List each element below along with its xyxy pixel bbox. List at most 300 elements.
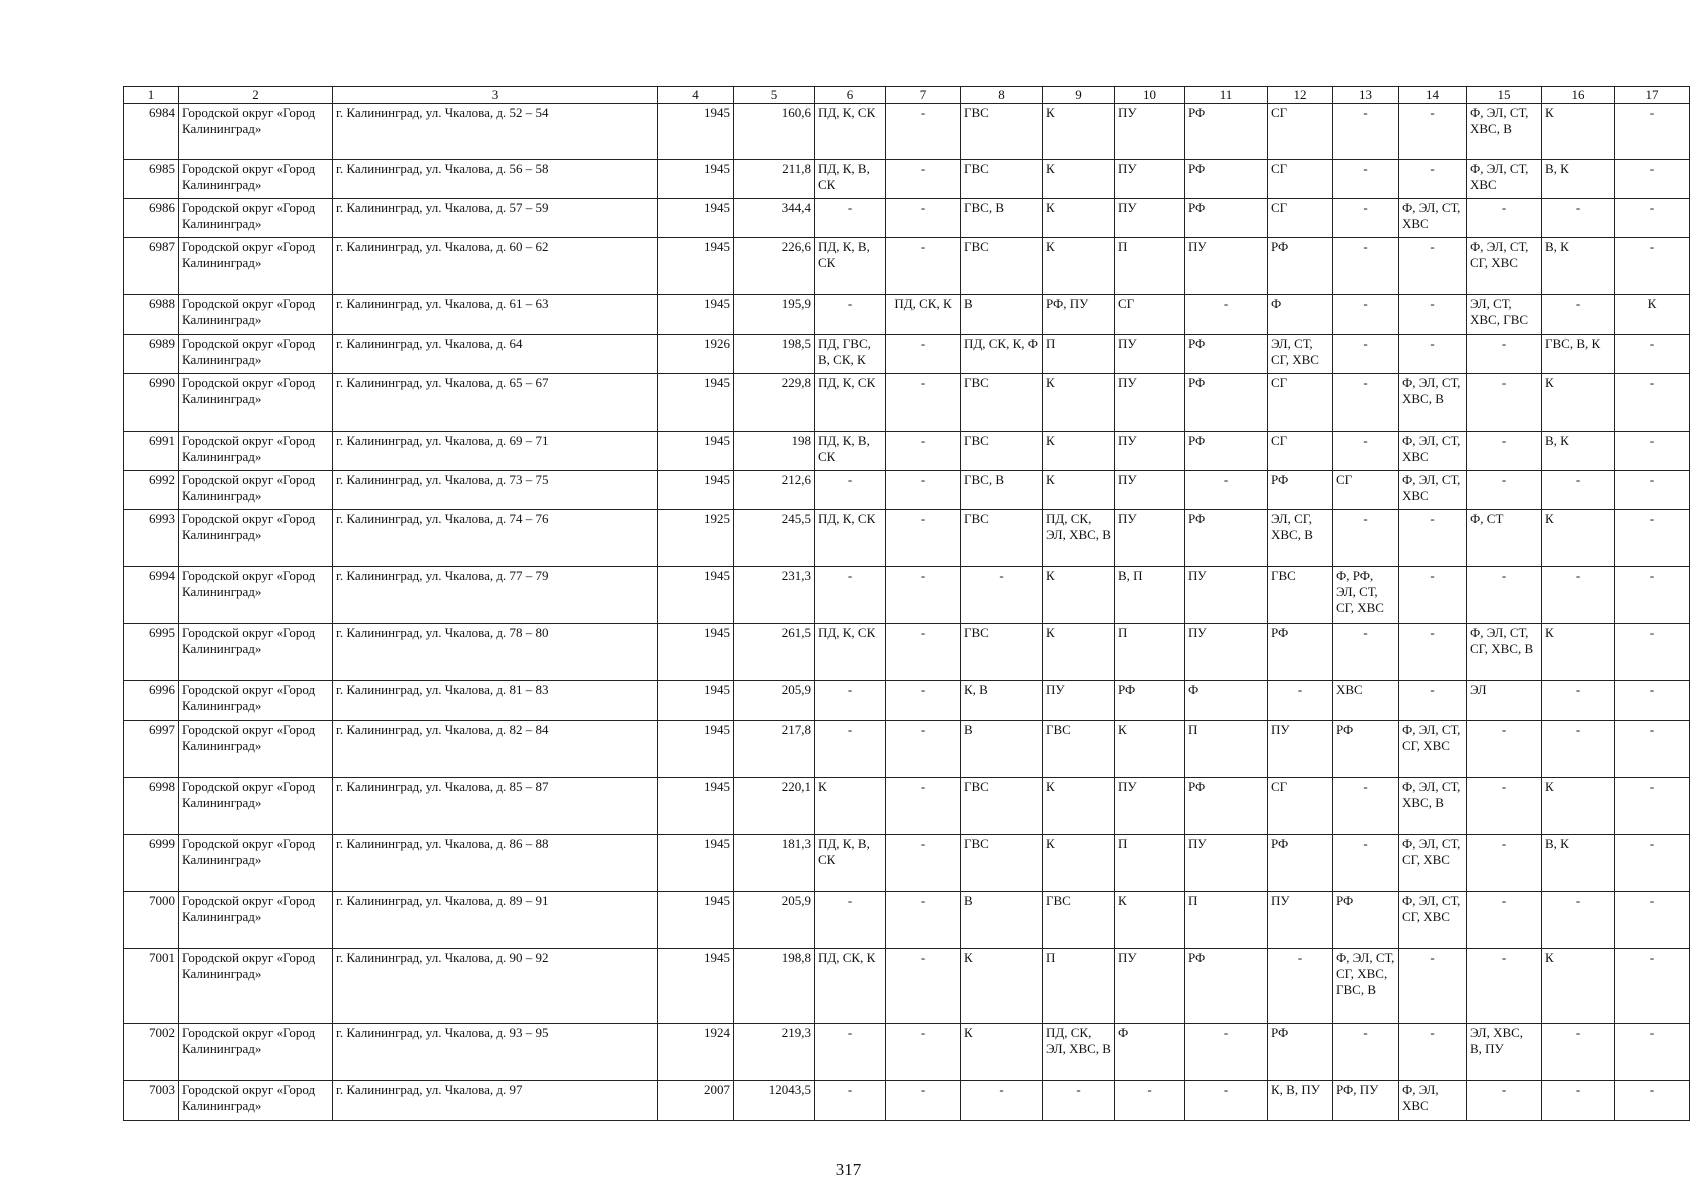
table-cell: - xyxy=(1542,892,1615,949)
table-cell: 344,4 xyxy=(734,199,815,238)
table-cell: 1945 xyxy=(658,238,734,295)
table-cell: г. Калининград, ул. Чкалова, д. 60 – 62 xyxy=(333,238,658,295)
table-cell: - xyxy=(1542,199,1615,238)
table-cell: ПД, СК, К, Ф xyxy=(961,335,1043,374)
table-cell: Ф, СТ xyxy=(1467,510,1542,567)
table-cell: Городской округ «Город Калининград» xyxy=(179,949,333,1024)
table-cell: ГВС xyxy=(961,374,1043,432)
table-cell: - xyxy=(886,510,961,567)
table-cell: РФ xyxy=(1333,721,1399,778)
table-cell: - xyxy=(886,374,961,432)
table-cell: РФ xyxy=(1115,681,1185,721)
table-cell: К xyxy=(961,1024,1043,1081)
table-cell: - xyxy=(1268,949,1333,1024)
table-cell: РФ xyxy=(1185,160,1268,199)
column-header: 2 xyxy=(179,87,333,104)
table-cell: - xyxy=(1399,949,1467,1024)
table-cell: - xyxy=(1333,374,1399,432)
table-cell: г. Калининград, ул. Чкалова, д. 93 – 95 xyxy=(333,1024,658,1081)
table-row xyxy=(124,949,1690,1024)
table-row xyxy=(124,1024,1690,1081)
table-cell: - xyxy=(886,199,961,238)
table-cell: 1945 xyxy=(658,199,734,238)
table-cell: г. Калининград, ул. Чкалова, д. 64 xyxy=(333,335,658,374)
table-cell: г. Калининград, ул. Чкалова, д. 57 – 59 xyxy=(333,199,658,238)
table-cell: - xyxy=(1467,335,1542,374)
table-cell: - xyxy=(815,1081,886,1121)
table-cell: Городской округ «Город Калининград» xyxy=(179,1081,333,1121)
table-row xyxy=(124,510,1690,567)
table-cell: К xyxy=(1043,778,1115,835)
table-cell: г. Калининград, ул. Чкалова, д. 85 – 87 xyxy=(333,778,658,835)
table-cell: В, К xyxy=(1542,835,1615,892)
column-header: 8 xyxy=(961,87,1043,104)
table-cell: Ф xyxy=(1115,1024,1185,1081)
table-cell: ГВС xyxy=(961,238,1043,295)
table-cell: ПД, ГВС, В, СК, К xyxy=(815,335,886,374)
table-cell: К xyxy=(1115,892,1185,949)
table-cell: - xyxy=(1399,335,1467,374)
table-cell: - xyxy=(1467,432,1542,471)
table-cell: 219,3 xyxy=(734,1024,815,1081)
table-cell: - xyxy=(1333,238,1399,295)
table-cell: ПУ xyxy=(1115,374,1185,432)
table-cell: - xyxy=(1615,160,1690,199)
table-cell: 217,8 xyxy=(734,721,815,778)
column-header: 17 xyxy=(1615,87,1690,104)
table-cell: К, В, ПУ xyxy=(1268,1081,1333,1121)
table-cell: П xyxy=(1043,335,1115,374)
table-cell: - xyxy=(1268,681,1333,721)
table-cell: - xyxy=(961,1081,1043,1121)
table-cell: 6986 xyxy=(124,199,179,238)
table-cell: 1945 xyxy=(658,374,734,432)
table-cell: ПД, К, СК xyxy=(815,374,886,432)
table-cell: Городской округ «Город Калининград» xyxy=(179,471,333,510)
table-cell: Городской округ «Город Калининград» xyxy=(179,295,333,335)
table-cell: г. Калининград, ул. Чкалова, д. 82 – 84 xyxy=(333,721,658,778)
table-cell: 261,5 xyxy=(734,624,815,681)
table-cell: - xyxy=(886,681,961,721)
column-header: 4 xyxy=(658,87,734,104)
table-cell: Ф, ЭЛ, СТ, ХВС, В xyxy=(1467,104,1542,160)
table-cell: ПУ xyxy=(1115,949,1185,1024)
table-cell: ПД, К, В, СК xyxy=(815,835,886,892)
table-cell: Городской округ «Город Калининград» xyxy=(179,835,333,892)
table-cell: ПУ xyxy=(1185,835,1268,892)
table-cell: ПД, СК, ЭЛ, ХВС, В xyxy=(1043,510,1115,567)
table-cell: - xyxy=(886,471,961,510)
column-header: 12 xyxy=(1268,87,1333,104)
table-cell: г. Калининград, ул. Чкалова, д. 73 – 75 xyxy=(333,471,658,510)
table-cell: - xyxy=(1615,510,1690,567)
table-row xyxy=(124,892,1690,949)
table-cell: ГВС, В xyxy=(961,199,1043,238)
table-cell: - xyxy=(886,835,961,892)
table-cell: - xyxy=(886,778,961,835)
table-cell: - xyxy=(1615,335,1690,374)
table-cell: - xyxy=(1115,1081,1185,1121)
table-cell: 1925 xyxy=(658,510,734,567)
column-header: 16 xyxy=(1542,87,1615,104)
table-cell: - xyxy=(1615,432,1690,471)
table-cell: г. Калининград, ул. Чкалова, д. 74 – 76 xyxy=(333,510,658,567)
table-cell: В xyxy=(961,295,1043,335)
table-cell: - xyxy=(1615,1024,1690,1081)
table-cell: г. Калининград, ул. Чкалова, д. 86 – 88 xyxy=(333,835,658,892)
table-cell: - xyxy=(1467,778,1542,835)
table-cell: К xyxy=(815,778,886,835)
table-cell: РФ xyxy=(1185,199,1268,238)
table-cell: К xyxy=(1043,374,1115,432)
table-cell: 195,9 xyxy=(734,295,815,335)
table-cell: 205,9 xyxy=(734,892,815,949)
table-cell: - xyxy=(1467,374,1542,432)
table-cell: г. Калининград, ул. Чкалова, д. 52 – 54 xyxy=(333,104,658,160)
table-cell: ПД, К, СК xyxy=(815,104,886,160)
table-cell: 2007 xyxy=(658,1081,734,1121)
table-cell: Ф, ЭЛ, СТ, СГ, ХВС, В xyxy=(1467,624,1542,681)
table-cell: - xyxy=(1399,510,1467,567)
table-cell: Городской округ «Город Калининград» xyxy=(179,510,333,567)
column-header: 13 xyxy=(1333,87,1399,104)
table-cell: - xyxy=(1615,199,1690,238)
table-cell: СГ xyxy=(1268,104,1333,160)
table-cell: Городской округ «Город Калининград» xyxy=(179,681,333,721)
table-cell: г. Калининград, ул. Чкалова, д. 81 – 83 xyxy=(333,681,658,721)
table-cell: 6984 xyxy=(124,104,179,160)
table-cell: - xyxy=(1399,681,1467,721)
table-cell: - xyxy=(1185,471,1268,510)
table-cell: ПУ xyxy=(1185,567,1268,624)
table-cell: 7002 xyxy=(124,1024,179,1081)
table-cell: К xyxy=(1542,624,1615,681)
table-row xyxy=(124,835,1690,892)
table-cell: 6989 xyxy=(124,335,179,374)
table-cell: - xyxy=(1185,295,1268,335)
table-cell: В, К xyxy=(1542,160,1615,199)
table-cell: Городской округ «Город Калининград» xyxy=(179,335,333,374)
table-cell: Городской округ «Город Калининград» xyxy=(179,104,333,160)
table-cell: 1945 xyxy=(658,104,734,160)
table-cell: РФ, ПУ xyxy=(1043,295,1115,335)
table-cell: 6998 xyxy=(124,778,179,835)
table-cell: П xyxy=(1043,949,1115,1024)
table-cell: Городской округ «Город Калининград» xyxy=(179,432,333,471)
table-row xyxy=(124,104,1690,160)
table-cell: 181,3 xyxy=(734,835,815,892)
table-cell: - xyxy=(815,721,886,778)
table-cell: - xyxy=(1399,1024,1467,1081)
table-cell: К xyxy=(1615,295,1690,335)
table-cell: 6988 xyxy=(124,295,179,335)
table-cell: К xyxy=(961,949,1043,1024)
table-cell: ГВС xyxy=(961,432,1043,471)
table-row xyxy=(124,624,1690,681)
table-cell: Ф, ЭЛ, СТ, ХВС xyxy=(1399,432,1467,471)
table-row xyxy=(124,1081,1690,1121)
table-cell: - xyxy=(1043,1081,1115,1121)
table-cell: - xyxy=(1399,624,1467,681)
page-number: 317 xyxy=(835,1160,862,1179)
table-cell: К xyxy=(1115,721,1185,778)
header-row xyxy=(124,87,1690,104)
table-cell: 1945 xyxy=(658,624,734,681)
table-row xyxy=(124,778,1690,835)
table-cell: - xyxy=(1542,471,1615,510)
table-cell: ПУ xyxy=(1185,624,1268,681)
table-cell: - xyxy=(1542,567,1615,624)
table-cell: 6994 xyxy=(124,567,179,624)
table-cell: 7003 xyxy=(124,1081,179,1121)
table-cell: 6995 xyxy=(124,624,179,681)
table-cell: ПУ xyxy=(1115,510,1185,567)
table-cell: СГ xyxy=(1333,471,1399,510)
table-cell: г. Калининград, ул. Чкалова, д. 77 – 79 xyxy=(333,567,658,624)
table-cell: - xyxy=(1615,238,1690,295)
table-cell: ПУ xyxy=(1115,199,1185,238)
table-cell: Ф, ЭЛ, СТ, ХВС xyxy=(1399,471,1467,510)
table-cell: 7000 xyxy=(124,892,179,949)
table-cell: Городской округ «Город Калининград» xyxy=(179,374,333,432)
table-cell: 229,8 xyxy=(734,374,815,432)
column-header: 5 xyxy=(734,87,815,104)
table-cell: - xyxy=(1615,778,1690,835)
table-cell: - xyxy=(1333,835,1399,892)
table-cell: - xyxy=(1399,567,1467,624)
table-cell: ПД, К, В, СК xyxy=(815,160,886,199)
table-cell: 1945 xyxy=(658,432,734,471)
table-cell: К xyxy=(1043,835,1115,892)
table-cell: К xyxy=(1542,949,1615,1024)
table-cell: 1945 xyxy=(658,778,734,835)
table-cell: - xyxy=(1542,681,1615,721)
table-cell: РФ xyxy=(1268,471,1333,510)
table-cell: 6999 xyxy=(124,835,179,892)
table-row xyxy=(124,374,1690,432)
table-cell: 6985 xyxy=(124,160,179,199)
table-cell: - xyxy=(1333,104,1399,160)
table-cell: 220,1 xyxy=(734,778,815,835)
table-cell: Городской округ «Город Калининград» xyxy=(179,567,333,624)
table-cell: - xyxy=(1399,104,1467,160)
table-cell: 211,8 xyxy=(734,160,815,199)
table-cell: П xyxy=(1185,892,1268,949)
table-cell: - xyxy=(1615,892,1690,949)
table-cell: 231,3 xyxy=(734,567,815,624)
table-cell: ПУ xyxy=(1115,432,1185,471)
table-cell: - xyxy=(1542,721,1615,778)
table-cell: - xyxy=(886,1024,961,1081)
table-cell: - xyxy=(886,238,961,295)
table-cell: - xyxy=(886,1081,961,1121)
table-cell: ПД, СК, ЭЛ, ХВС, В xyxy=(1043,1024,1115,1081)
table-cell: СГ xyxy=(1268,778,1333,835)
column-header: 7 xyxy=(886,87,961,104)
table-cell: г. Калининград, ул. Чкалова, д. 78 – 80 xyxy=(333,624,658,681)
table-cell: РФ xyxy=(1268,1024,1333,1081)
table-cell: К xyxy=(1043,432,1115,471)
table-cell: - xyxy=(886,432,961,471)
table-cell: К xyxy=(1043,199,1115,238)
table-cell: - xyxy=(815,567,886,624)
table-cell: - xyxy=(815,892,886,949)
table-cell: ГВС xyxy=(961,624,1043,681)
table-cell: Ф, ЭЛ, СТ, ХВС, В xyxy=(1399,778,1467,835)
table-cell: 1945 xyxy=(658,835,734,892)
table-cell: П xyxy=(1115,238,1185,295)
table-cell: В, К xyxy=(1542,432,1615,471)
table-cell: В xyxy=(961,892,1043,949)
table-cell: ЭЛ, СТ, СГ, ХВС xyxy=(1268,335,1333,374)
table-cell: ЭЛ, СГ, ХВС, В xyxy=(1268,510,1333,567)
table-cell: П xyxy=(1115,624,1185,681)
table-cell: ГВС xyxy=(961,835,1043,892)
table-cell: - xyxy=(886,949,961,1024)
table-cell: П xyxy=(1115,835,1185,892)
table-cell: К xyxy=(1043,471,1115,510)
table-cell: ПУ xyxy=(1115,104,1185,160)
table-cell: В xyxy=(961,721,1043,778)
table-cell: Ф, ЭЛ, ХВС xyxy=(1399,1081,1467,1121)
table-cell: Городской округ «Город Калининград» xyxy=(179,721,333,778)
table-cell: ГВС, В, К xyxy=(1542,335,1615,374)
table-cell: г. Калининград, ул. Чкалова, д. 65 – 67 xyxy=(333,374,658,432)
registry-table xyxy=(123,86,1690,1121)
table-cell: Ф xyxy=(1268,295,1333,335)
table-cell: 205,9 xyxy=(734,681,815,721)
table-row xyxy=(124,295,1690,335)
table-cell: П xyxy=(1185,721,1268,778)
table-cell: Городской округ «Город Калининград» xyxy=(179,199,333,238)
table-cell: ГВС, В xyxy=(961,471,1043,510)
table-cell: г. Калининград, ул. Чкалова, д. 61 – 63 xyxy=(333,295,658,335)
table-cell: - xyxy=(1615,471,1690,510)
column-header: 6 xyxy=(815,87,886,104)
table-cell: К xyxy=(1043,160,1115,199)
table-cell: Ф, ЭЛ, СТ, ХВС xyxy=(1467,160,1542,199)
table-cell: 1945 xyxy=(658,892,734,949)
table-cell: - xyxy=(1542,1081,1615,1121)
table-row xyxy=(124,238,1690,295)
table-cell: 1945 xyxy=(658,471,734,510)
table-cell: - xyxy=(1615,1081,1690,1121)
table-cell: Городской округ «Город Калининград» xyxy=(179,778,333,835)
table-cell: 226,6 xyxy=(734,238,815,295)
table-cell: К, В xyxy=(961,681,1043,721)
table-cell: - xyxy=(1615,567,1690,624)
table-cell: 1945 xyxy=(658,721,734,778)
column-header: 10 xyxy=(1115,87,1185,104)
table-cell: - xyxy=(1333,432,1399,471)
table-cell: ЭЛ, ХВС, В, ПУ xyxy=(1467,1024,1542,1081)
table-cell: ПД, СК, К xyxy=(815,949,886,1024)
table-cell: СГ xyxy=(1268,432,1333,471)
table-cell: 1926 xyxy=(658,335,734,374)
table-cell: - xyxy=(1333,199,1399,238)
table-cell: 245,5 xyxy=(734,510,815,567)
table-cell: ПУ xyxy=(1043,681,1115,721)
table-row xyxy=(124,160,1690,199)
table-cell: 1945 xyxy=(658,160,734,199)
table-row xyxy=(124,432,1690,471)
table-cell: - xyxy=(1185,1081,1268,1121)
table-cell: Городской округ «Город Калининград» xyxy=(179,1024,333,1081)
table-cell: 6987 xyxy=(124,238,179,295)
table-cell: ЭЛ, СТ, ХВС, ГВС xyxy=(1467,295,1542,335)
table-cell: 198 xyxy=(734,432,815,471)
table-cell: РФ xyxy=(1268,238,1333,295)
table-cell: ПУ xyxy=(1115,471,1185,510)
table-cell: - xyxy=(1399,160,1467,199)
table-cell: ПУ xyxy=(1268,721,1333,778)
table-cell: - xyxy=(1615,835,1690,892)
table-cell: Ф, ЭЛ, СТ, СГ, ХВС xyxy=(1399,835,1467,892)
table-cell: ПД, СК, К xyxy=(886,295,961,335)
table-cell: 198,8 xyxy=(734,949,815,1024)
table-cell: - xyxy=(886,624,961,681)
column-header: 11 xyxy=(1185,87,1268,104)
table-cell: В, К xyxy=(1542,238,1615,295)
table-cell: г. Калининград, ул. Чкалова, д. 90 – 92 xyxy=(333,949,658,1024)
table-cell: ПД, К, СК xyxy=(815,624,886,681)
table-cell: - xyxy=(815,199,886,238)
table-cell: - xyxy=(1615,681,1690,721)
table-cell: К xyxy=(1542,778,1615,835)
table-cell: СГ xyxy=(1115,295,1185,335)
table-cell: РФ xyxy=(1333,892,1399,949)
column-header: 14 xyxy=(1399,87,1467,104)
table-cell: 6997 xyxy=(124,721,179,778)
table-cell: 1945 xyxy=(658,567,734,624)
table-cell: - xyxy=(1467,471,1542,510)
table-cell: - xyxy=(886,335,961,374)
column-header: 3 xyxy=(333,87,658,104)
table-cell: Ф, РФ, ЭЛ, СТ, СГ, ХВС xyxy=(1333,567,1399,624)
table-cell: Городской округ «Город Калининград» xyxy=(179,892,333,949)
table-cell: - xyxy=(815,295,886,335)
table-cell: - xyxy=(1615,721,1690,778)
table-cell: СГ xyxy=(1268,374,1333,432)
table-cell: ГВС xyxy=(961,510,1043,567)
table-cell: 12043,5 xyxy=(734,1081,815,1121)
table-cell: 6992 xyxy=(124,471,179,510)
table-cell: К xyxy=(1542,104,1615,160)
table-cell: - xyxy=(1333,160,1399,199)
table-cell: - xyxy=(1185,1024,1268,1081)
table-row xyxy=(124,681,1690,721)
column-header: 15 xyxy=(1467,87,1542,104)
table-cell: Городской округ «Город Калининград» xyxy=(179,238,333,295)
table-cell: РФ xyxy=(1185,778,1268,835)
table-cell: РФ xyxy=(1185,949,1268,1024)
table-cell: К xyxy=(1043,104,1115,160)
table-cell: ПД, К, В, СК xyxy=(815,238,886,295)
table-cell: К xyxy=(1542,510,1615,567)
table-cell: ПУ xyxy=(1115,335,1185,374)
table-cell: - xyxy=(1333,1024,1399,1081)
table-cell: ГВС xyxy=(1268,567,1333,624)
table-cell: К xyxy=(1043,624,1115,681)
table-cell: РФ xyxy=(1185,432,1268,471)
table-cell: - xyxy=(1615,374,1690,432)
table-row xyxy=(124,471,1690,510)
table-cell: РФ xyxy=(1185,510,1268,567)
table-cell: г. Калининград, ул. Чкалова, д. 89 – 91 xyxy=(333,892,658,949)
table-cell: - xyxy=(815,681,886,721)
table-cell: - xyxy=(961,567,1043,624)
table-cell: К xyxy=(1542,374,1615,432)
